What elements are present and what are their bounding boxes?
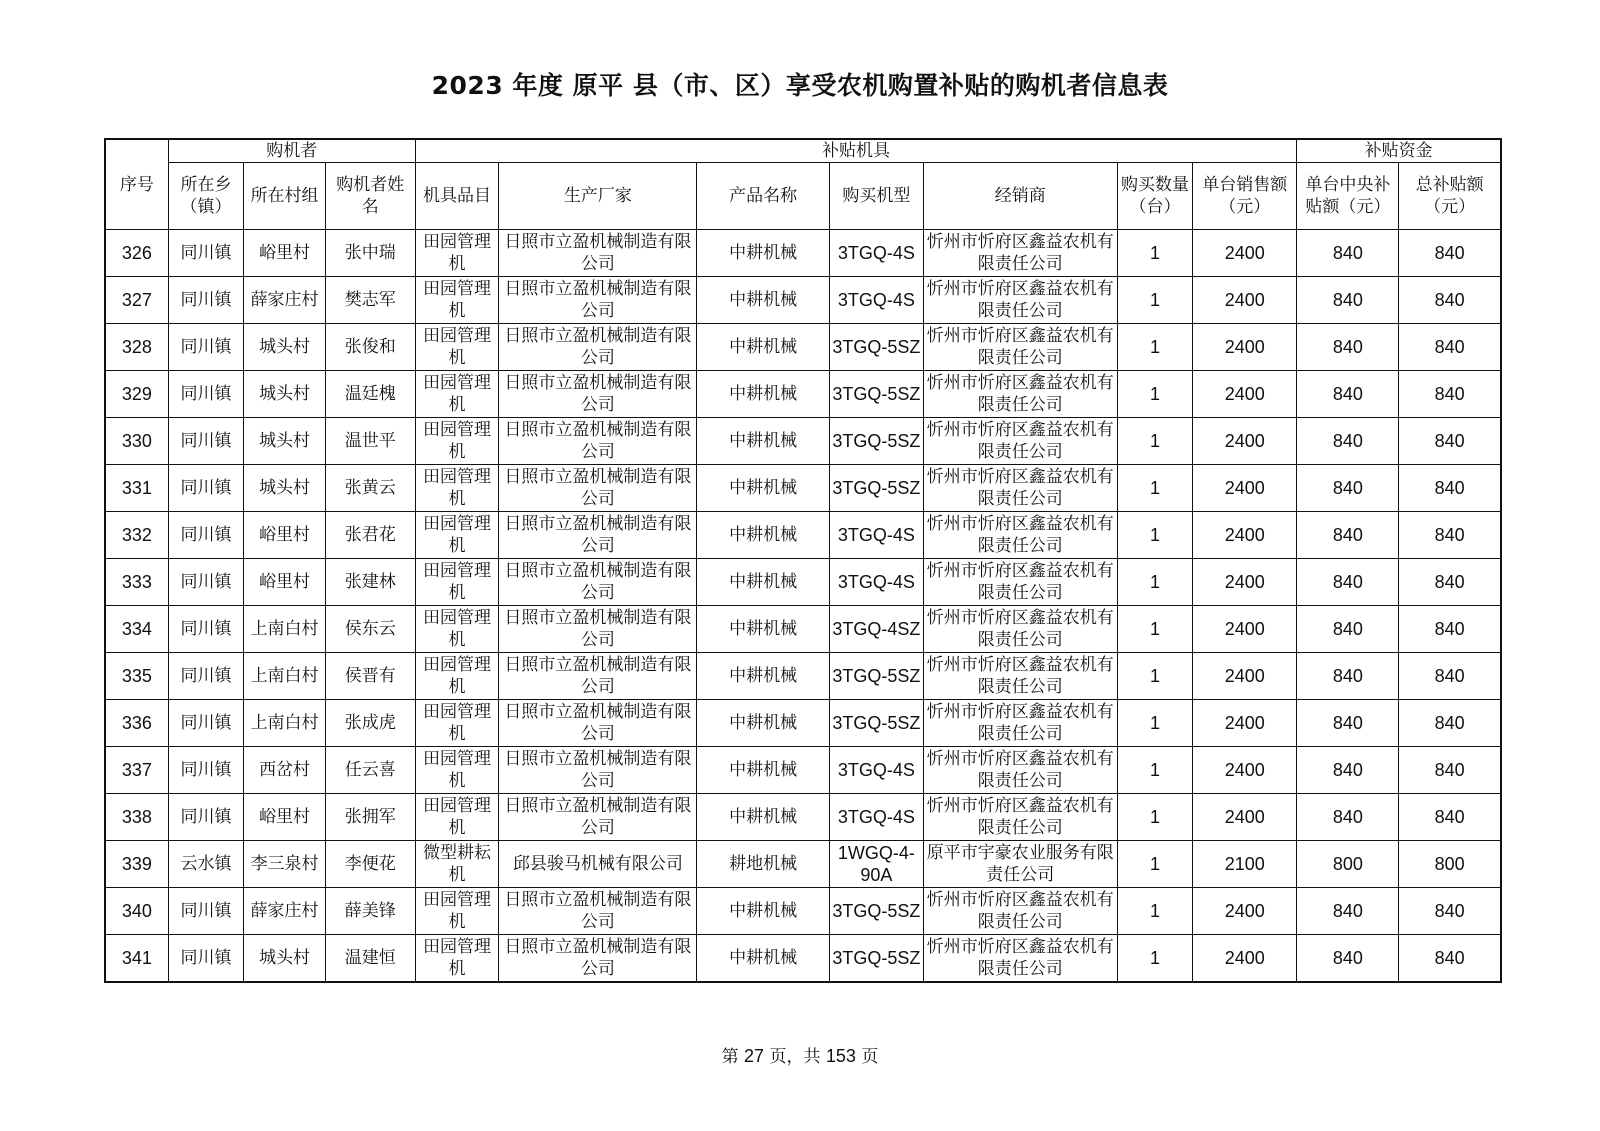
table-row [105, 230, 1501, 277]
cell-category: 田园管理机 [415, 888, 499, 935]
table-row [105, 512, 1501, 559]
cell-town: 同川镇 [168, 935, 244, 982]
cell-village: 峪里村 [244, 512, 326, 559]
cell-qty: 1 [1117, 371, 1193, 418]
cell-product: 中耕机械 [697, 935, 830, 982]
cell-seq: 330 [105, 418, 168, 465]
cell-product: 中耕机械 [697, 371, 830, 418]
cell-product: 中耕机械 [697, 653, 830, 700]
cell-category: 微型耕耘机 [415, 841, 499, 888]
cell-manufacturer: 日照市立盈机械制造有限公司 [499, 888, 697, 935]
table-row [105, 888, 1501, 935]
cell-seq: 337 [105, 747, 168, 794]
cell-total: 840 [1399, 465, 1501, 512]
col-category-header: 机具品目 [415, 163, 499, 230]
page-footer [0, 1042, 1600, 1067]
cell-seq: 333 [105, 559, 168, 606]
cell-name: 张成虎 [325, 700, 415, 747]
cell-product: 中耕机械 [697, 512, 830, 559]
cell-total: 840 [1399, 935, 1501, 982]
cell-category: 田园管理机 [415, 230, 499, 277]
footer-page-number: 27 [744, 1046, 765, 1066]
cell-dealer: 忻州市忻府区鑫益农机有限责任公司 [923, 230, 1117, 277]
cell-dealer: 忻州市忻府区鑫益农机有限责任公司 [923, 559, 1117, 606]
cell-price: 2400 [1193, 465, 1297, 512]
cell-village: 峪里村 [244, 794, 326, 841]
cell-town: 同川镇 [168, 559, 244, 606]
cell-model: 3TGQ-4S [829, 559, 923, 606]
cell-manufacturer: 日照市立盈机械制造有限公司 [499, 606, 697, 653]
cell-seq: 326 [105, 230, 168, 277]
cell-manufacturer: 日照市立盈机械制造有限公司 [499, 277, 697, 324]
col-manufacturer-header: 生产厂家 [499, 163, 697, 230]
cell-dealer: 忻州市忻府区鑫益农机有限责任公司 [923, 747, 1117, 794]
footer-suffix: 页 [861, 1047, 879, 1067]
cell-product: 耕地机械 [697, 841, 830, 888]
cell-dealer: 忻州市忻府区鑫益农机有限责任公司 [923, 371, 1117, 418]
cell-central: 800 [1297, 841, 1399, 888]
cell-product: 中耕机械 [697, 418, 830, 465]
cell-name: 张黄云 [325, 465, 415, 512]
cell-town: 同川镇 [168, 700, 244, 747]
cell-name: 张建林 [325, 559, 415, 606]
col-product-header: 产品名称 [697, 163, 830, 230]
cell-price: 2400 [1193, 230, 1297, 277]
cell-product: 中耕机械 [697, 277, 830, 324]
cell-town: 同川镇 [168, 277, 244, 324]
cell-village: 城头村 [244, 465, 326, 512]
subsidy-table [104, 138, 1502, 983]
cell-total: 840 [1399, 324, 1501, 371]
cell-town: 云水镇 [168, 841, 244, 888]
table-row [105, 371, 1501, 418]
cell-qty: 1 [1117, 277, 1193, 324]
table-row [105, 559, 1501, 606]
col-town-header: 所在乡（镇） [168, 163, 244, 230]
cell-product: 中耕机械 [697, 700, 830, 747]
cell-seq: 341 [105, 935, 168, 982]
cell-product: 中耕机械 [697, 606, 830, 653]
col-village-header: 所在村组 [244, 163, 326, 230]
cell-village: 城头村 [244, 935, 326, 982]
cell-total: 840 [1399, 747, 1501, 794]
cell-model: 3TGQ-5SZ [829, 371, 923, 418]
cell-total: 840 [1399, 230, 1501, 277]
col-price-header: 单台销售额（元） [1193, 163, 1297, 230]
cell-total: 840 [1399, 559, 1501, 606]
cell-qty: 1 [1117, 559, 1193, 606]
cell-qty: 1 [1117, 747, 1193, 794]
cell-town: 同川镇 [168, 230, 244, 277]
cell-manufacturer: 邱县骏马机械有限公司 [499, 841, 697, 888]
cell-dealer: 忻州市忻府区鑫益农机有限责任公司 [923, 935, 1117, 982]
cell-seq: 336 [105, 700, 168, 747]
cell-total: 840 [1399, 371, 1501, 418]
cell-village: 城头村 [244, 371, 326, 418]
table-row [105, 841, 1501, 888]
cell-price: 2400 [1193, 277, 1297, 324]
cell-price: 2400 [1193, 794, 1297, 841]
cell-qty: 1 [1117, 794, 1193, 841]
cell-manufacturer: 日照市立盈机械制造有限公司 [499, 230, 697, 277]
cell-name: 温廷槐 [325, 371, 415, 418]
cell-name: 张君花 [325, 512, 415, 559]
table-row [105, 277, 1501, 324]
cell-village: 薛家庄村 [244, 277, 326, 324]
cell-price: 2400 [1193, 606, 1297, 653]
cell-dealer: 忻州市忻府区鑫益农机有限责任公司 [923, 277, 1117, 324]
cell-central: 840 [1297, 700, 1399, 747]
cell-village: 峪里村 [244, 230, 326, 277]
cell-town: 同川镇 [168, 465, 244, 512]
cell-town: 同川镇 [168, 606, 244, 653]
cell-total: 840 [1399, 888, 1501, 935]
cell-price: 2400 [1193, 324, 1297, 371]
cell-qty: 1 [1117, 418, 1193, 465]
group-fund-header: 补贴资金 [1297, 139, 1501, 163]
cell-model: 3TGQ-5SZ [829, 935, 923, 982]
cell-central: 840 [1297, 418, 1399, 465]
cell-seq: 339 [105, 841, 168, 888]
cell-total: 840 [1399, 700, 1501, 747]
cell-product: 中耕机械 [697, 230, 830, 277]
cell-price: 2400 [1193, 512, 1297, 559]
col-total-header: 总补贴额（元） [1399, 163, 1501, 230]
cell-central: 840 [1297, 277, 1399, 324]
cell-manufacturer: 日照市立盈机械制造有限公司 [499, 559, 697, 606]
cell-qty: 1 [1117, 465, 1193, 512]
cell-village: 上南白村 [244, 653, 326, 700]
table-row [105, 465, 1501, 512]
cell-qty: 1 [1117, 888, 1193, 935]
cell-central: 840 [1297, 324, 1399, 371]
cell-name: 樊志军 [325, 277, 415, 324]
cell-name: 温世平 [325, 418, 415, 465]
cell-manufacturer: 日照市立盈机械制造有限公司 [499, 418, 697, 465]
cell-model: 3TGQ-5SZ [829, 653, 923, 700]
cell-category: 田园管理机 [415, 559, 499, 606]
col-seq-header: 序号 [105, 139, 168, 230]
table-row [105, 935, 1501, 982]
table-row [105, 794, 1501, 841]
cell-town: 同川镇 [168, 747, 244, 794]
cell-total: 840 [1399, 418, 1501, 465]
cell-price: 2100 [1193, 841, 1297, 888]
cell-dealer: 忻州市忻府区鑫益农机有限责任公司 [923, 700, 1117, 747]
cell-model: 3TGQ-5SZ [829, 418, 923, 465]
col-central-header: 单台中央补贴额（元） [1297, 163, 1399, 230]
cell-dealer: 忻州市忻府区鑫益农机有限责任公司 [923, 418, 1117, 465]
cell-qty: 1 [1117, 841, 1193, 888]
cell-total: 840 [1399, 512, 1501, 559]
cell-category: 田园管理机 [415, 277, 499, 324]
cell-model: 3TGQ-4S [829, 747, 923, 794]
table-row [105, 700, 1501, 747]
cell-central: 840 [1297, 888, 1399, 935]
col-model-header: 购买机型 [829, 163, 923, 230]
cell-village: 李三泉村 [244, 841, 326, 888]
cell-model: 3TGQ-5SZ [829, 888, 923, 935]
table-row [105, 747, 1501, 794]
cell-total: 800 [1399, 841, 1501, 888]
cell-seq: 331 [105, 465, 168, 512]
cell-manufacturer: 日照市立盈机械制造有限公司 [499, 794, 697, 841]
cell-manufacturer: 日照市立盈机械制造有限公司 [499, 653, 697, 700]
cell-category: 田园管理机 [415, 512, 499, 559]
cell-price: 2400 [1193, 653, 1297, 700]
cell-dealer: 忻州市忻府区鑫益农机有限责任公司 [923, 324, 1117, 371]
cell-product: 中耕机械 [697, 559, 830, 606]
cell-price: 2400 [1193, 371, 1297, 418]
cell-qty: 1 [1117, 935, 1193, 982]
cell-dealer: 忻州市忻府区鑫益农机有限责任公司 [923, 794, 1117, 841]
cell-product: 中耕机械 [697, 465, 830, 512]
cell-village: 峪里村 [244, 559, 326, 606]
cell-model: 3TGQ-5SZ [829, 465, 923, 512]
cell-name: 张俊和 [325, 324, 415, 371]
cell-price: 2400 [1193, 700, 1297, 747]
cell-price: 2400 [1193, 888, 1297, 935]
cell-category: 田园管理机 [415, 324, 499, 371]
cell-central: 840 [1297, 559, 1399, 606]
cell-central: 840 [1297, 653, 1399, 700]
cell-qty: 1 [1117, 324, 1193, 371]
cell-village: 城头村 [244, 324, 326, 371]
cell-model: 3TGQ-4S [829, 512, 923, 559]
cell-dealer: 忻州市忻府区鑫益农机有限责任公司 [923, 653, 1117, 700]
col-dealer-header: 经销商 [923, 163, 1117, 230]
cell-product: 中耕机械 [697, 794, 830, 841]
cell-dealer: 忻州市忻府区鑫益农机有限责任公司 [923, 512, 1117, 559]
cell-category: 田园管理机 [415, 371, 499, 418]
cell-manufacturer: 日照市立盈机械制造有限公司 [499, 935, 697, 982]
cell-manufacturer: 日照市立盈机械制造有限公司 [499, 700, 697, 747]
cell-seq: 332 [105, 512, 168, 559]
cell-village: 薛家庄村 [244, 888, 326, 935]
cell-total: 840 [1399, 606, 1501, 653]
cell-model: 3TGQ-5SZ [829, 700, 923, 747]
cell-model: 3TGQ-5SZ [829, 324, 923, 371]
table-body [105, 230, 1501, 982]
table-row [105, 324, 1501, 371]
table-row [105, 418, 1501, 465]
cell-seq: 338 [105, 794, 168, 841]
cell-total: 840 [1399, 653, 1501, 700]
cell-town: 同川镇 [168, 371, 244, 418]
footer-middle: 页，共 [769, 1047, 821, 1067]
cell-central: 840 [1297, 230, 1399, 277]
cell-model: 3TGQ-4S [829, 277, 923, 324]
cell-seq: 328 [105, 324, 168, 371]
cell-price: 2400 [1193, 935, 1297, 982]
group-buyer-header: 购机者 [168, 139, 415, 163]
cell-village: 西岔村 [244, 747, 326, 794]
footer-prefix: 第 [721, 1047, 739, 1067]
cell-manufacturer: 日照市立盈机械制造有限公司 [499, 465, 697, 512]
cell-village: 城头村 [244, 418, 326, 465]
page-title: 2023 年度 原平 县（市、区）享受农机购置补贴的购机者信息表 [431, 71, 1169, 100]
cell-central: 840 [1297, 465, 1399, 512]
cell-central: 840 [1297, 935, 1399, 982]
cell-town: 同川镇 [168, 888, 244, 935]
cell-town: 同川镇 [168, 418, 244, 465]
cell-category: 田园管理机 [415, 794, 499, 841]
col-qty-header: 购买数量（台） [1117, 163, 1193, 230]
cell-price: 2400 [1193, 559, 1297, 606]
cell-qty: 1 [1117, 653, 1193, 700]
cell-qty: 1 [1117, 230, 1193, 277]
cell-qty: 1 [1117, 606, 1193, 653]
cell-model: 3TGQ-4SZ [829, 606, 923, 653]
cell-village: 上南白村 [244, 700, 326, 747]
cell-total: 840 [1399, 277, 1501, 324]
cell-qty: 1 [1117, 512, 1193, 559]
cell-name: 张拥军 [325, 794, 415, 841]
cell-central: 840 [1297, 512, 1399, 559]
footer-total-pages: 153 [825, 1046, 856, 1066]
cell-manufacturer: 日照市立盈机械制造有限公司 [499, 324, 697, 371]
cell-seq: 340 [105, 888, 168, 935]
cell-category: 田园管理机 [415, 747, 499, 794]
cell-category: 田园管理机 [415, 606, 499, 653]
cell-dealer: 忻州市忻府区鑫益农机有限责任公司 [923, 465, 1117, 512]
cell-category: 田园管理机 [415, 935, 499, 982]
cell-town: 同川镇 [168, 794, 244, 841]
group-machine-header: 补贴机具 [415, 139, 1297, 163]
table-row [105, 606, 1501, 653]
cell-price: 2400 [1193, 418, 1297, 465]
cell-product: 中耕机械 [697, 324, 830, 371]
cell-qty: 1 [1117, 700, 1193, 747]
cell-name: 李便花 [325, 841, 415, 888]
cell-name: 侯晋有 [325, 653, 415, 700]
cell-town: 同川镇 [168, 324, 244, 371]
col-name-header: 购机者姓名 [325, 163, 415, 230]
cell-category: 田园管理机 [415, 700, 499, 747]
cell-dealer: 原平市宇豪农业服务有限责任公司 [923, 841, 1117, 888]
cell-product: 中耕机械 [697, 747, 830, 794]
cell-product: 中耕机械 [697, 888, 830, 935]
cell-central: 840 [1297, 606, 1399, 653]
cell-name: 侯东云 [325, 606, 415, 653]
cell-price: 2400 [1193, 747, 1297, 794]
cell-category: 田园管理机 [415, 653, 499, 700]
cell-category: 田园管理机 [415, 418, 499, 465]
cell-manufacturer: 日照市立盈机械制造有限公司 [499, 371, 697, 418]
cell-name: 任云喜 [325, 747, 415, 794]
cell-seq: 329 [105, 371, 168, 418]
cell-dealer: 忻州市忻府区鑫益农机有限责任公司 [923, 888, 1117, 935]
cell-model: 1WGQ-4-90A [829, 841, 923, 888]
cell-dealer: 忻州市忻府区鑫益农机有限责任公司 [923, 606, 1117, 653]
cell-seq: 335 [105, 653, 168, 700]
cell-central: 840 [1297, 747, 1399, 794]
cell-name: 温建恒 [325, 935, 415, 982]
cell-model: 3TGQ-4S [829, 794, 923, 841]
cell-town: 同川镇 [168, 653, 244, 700]
cell-manufacturer: 日照市立盈机械制造有限公司 [499, 512, 697, 559]
cell-total: 840 [1399, 794, 1501, 841]
cell-category: 田园管理机 [415, 465, 499, 512]
cell-village: 上南白村 [244, 606, 326, 653]
cell-manufacturer: 日照市立盈机械制造有限公司 [499, 747, 697, 794]
cell-name: 薛美锋 [325, 888, 415, 935]
cell-central: 840 [1297, 794, 1399, 841]
table-row [105, 653, 1501, 700]
cell-seq: 334 [105, 606, 168, 653]
cell-model: 3TGQ-4S [829, 230, 923, 277]
cell-seq: 327 [105, 277, 168, 324]
cell-name: 张中瑞 [325, 230, 415, 277]
cell-town: 同川镇 [168, 512, 244, 559]
cell-central: 840 [1297, 371, 1399, 418]
